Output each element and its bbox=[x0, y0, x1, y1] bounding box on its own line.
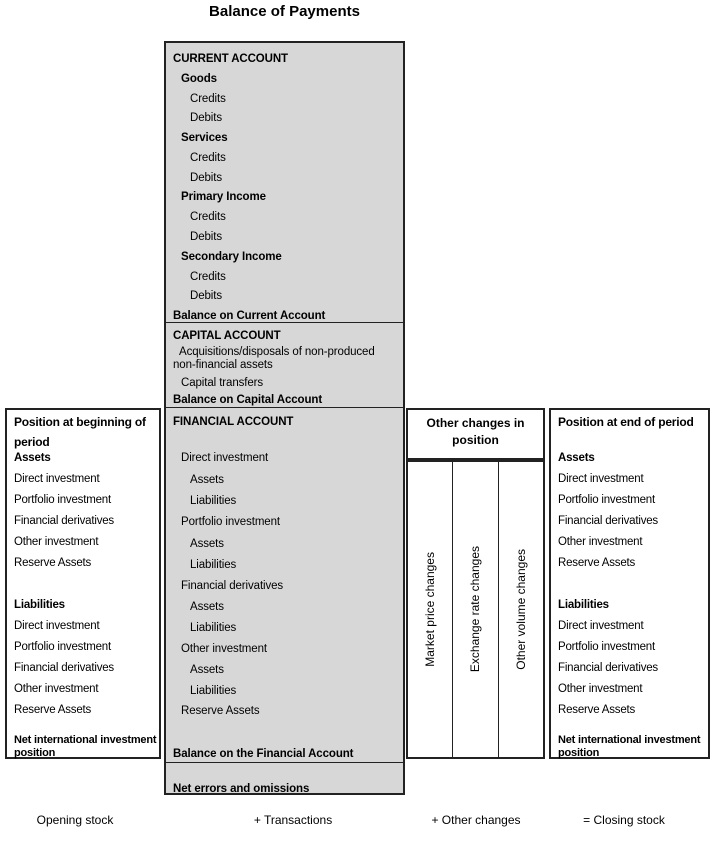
row-reserve-assets: Reserve Assets bbox=[14, 557, 92, 569]
row-direct-investment: Direct investment bbox=[558, 620, 644, 632]
exchange-rate-changes-column bbox=[453, 462, 498, 757]
market-price-changes-label: Market price changes bbox=[423, 552, 438, 667]
row-goods: Goods bbox=[181, 73, 217, 85]
row-debits: Debits bbox=[190, 231, 222, 243]
closing-position-title: Position at end of period bbox=[558, 415, 694, 429]
row-assets: Assets bbox=[190, 601, 224, 613]
row-liabilities: Liabilities bbox=[190, 559, 237, 571]
row-credits: Credits bbox=[190, 271, 226, 283]
footer-closing-stock: = Closing stock bbox=[583, 813, 665, 827]
liabilities-header: Liabilities bbox=[558, 599, 609, 611]
liabilities-header: Liabilities bbox=[14, 599, 65, 611]
row-balance-current-account: Balance on Current Account bbox=[173, 310, 326, 322]
footer-opening-stock: Opening stock bbox=[36, 813, 114, 827]
opening-position-box bbox=[5, 408, 161, 759]
row-services: Services bbox=[181, 132, 228, 144]
row-assets: Assets bbox=[190, 664, 224, 676]
transactions-box bbox=[164, 41, 405, 795]
row-current-account-header: CURRENT ACCOUNT bbox=[173, 53, 288, 65]
row-financial-account-header: FINANCIAL ACCOUNT bbox=[173, 416, 294, 428]
page-title: Balance of Payments bbox=[209, 3, 360, 20]
assets-header: Assets bbox=[14, 452, 51, 464]
row-portfolio-investment: Portfolio investment bbox=[14, 641, 111, 653]
row-capital-transfers: Capital transfers bbox=[181, 377, 264, 389]
section-divider bbox=[166, 407, 403, 408]
row-financial-derivatives: Financial derivatives bbox=[558, 515, 658, 527]
other-volume-changes-label: Other volume changes bbox=[513, 549, 528, 670]
net-international-investment-position: Net international investment position bbox=[558, 734, 701, 759]
exchange-rate-changes-label: Exchange rate changes bbox=[468, 546, 483, 673]
row-secondary-income: Secondary Income bbox=[181, 251, 282, 263]
other-volume-changes-column bbox=[499, 462, 543, 757]
other-changes-header-box bbox=[406, 408, 545, 460]
row-debits: Debits bbox=[190, 290, 222, 302]
row-balance-capital-account: Balance on Capital Account bbox=[173, 394, 323, 406]
other-changes-columns bbox=[406, 460, 545, 759]
row-reserve-assets: Reserve Assets bbox=[181, 705, 260, 717]
row-other-investment: Other investment bbox=[181, 643, 267, 655]
row-direct-investment: Direct investment bbox=[14, 620, 100, 632]
row-debits: Debits bbox=[190, 172, 222, 184]
section-divider bbox=[166, 322, 403, 323]
row-reserve-assets: Reserve Assets bbox=[14, 704, 92, 716]
row-financial-derivatives: Financial derivatives bbox=[14, 515, 114, 527]
row-portfolio-investment: Portfolio investment bbox=[558, 494, 655, 506]
other-changes-title: Other changes in position bbox=[426, 416, 525, 447]
row-financial-derivatives: Financial derivatives bbox=[14, 662, 114, 674]
row-balance-financial-account: Balance on the Financial Account bbox=[173, 748, 354, 760]
row-liabilities: Liabilities bbox=[190, 622, 237, 634]
row-financial-derivatives: Financial derivatives bbox=[181, 580, 284, 592]
row-other-investment: Other investment bbox=[14, 536, 99, 548]
row-reserve-assets: Reserve Assets bbox=[558, 557, 636, 569]
row-other-investment: Other investment bbox=[14, 683, 99, 695]
row-reserve-assets: Reserve Assets bbox=[558, 704, 636, 716]
row-other-investment: Other investment bbox=[558, 536, 643, 548]
row-other-investment: Other investment bbox=[558, 683, 643, 695]
market-price-changes-column bbox=[408, 462, 453, 757]
row-liabilities: Liabilities bbox=[190, 495, 237, 507]
row-portfolio-investment: Portfolio investment bbox=[14, 494, 111, 506]
row-acquisitions-disposals: Acquisitions/disposals of non-produced non-financial assets bbox=[173, 346, 375, 371]
row-credits: Credits bbox=[190, 211, 226, 223]
section-divider bbox=[166, 762, 403, 763]
row-liabilities: Liabilities bbox=[190, 685, 237, 697]
row-assets: Assets bbox=[190, 474, 224, 486]
row-credits: Credits bbox=[190, 152, 226, 164]
footer-other-changes: + Other changes bbox=[431, 813, 521, 827]
row-debits: Debits bbox=[190, 112, 222, 124]
footer-transactions: + Transactions bbox=[253, 813, 333, 827]
closing-position-box bbox=[549, 408, 710, 759]
row-credits: Credits bbox=[190, 93, 226, 105]
opening-position-title: Position at beginning of period bbox=[14, 415, 146, 449]
row-direct-investment: Direct investment bbox=[181, 452, 269, 464]
row-portfolio-investment: Portfolio investment bbox=[181, 516, 280, 528]
row-assets: Assets bbox=[190, 538, 224, 550]
row-financial-derivatives: Financial derivatives bbox=[558, 662, 658, 674]
row-net-errors-omissions: Net errors and omissions bbox=[173, 783, 310, 795]
assets-header: Assets bbox=[558, 452, 595, 464]
row-portfolio-investment: Portfolio investment bbox=[558, 641, 655, 653]
net-international-investment-position: Net international investment position bbox=[14, 734, 157, 759]
row-direct-investment: Direct investment bbox=[14, 473, 100, 485]
row-capital-account-header: CAPITAL ACCOUNT bbox=[173, 330, 281, 342]
row-direct-investment: Direct investment bbox=[558, 473, 644, 485]
row-primary-income: Primary Income bbox=[181, 191, 266, 203]
